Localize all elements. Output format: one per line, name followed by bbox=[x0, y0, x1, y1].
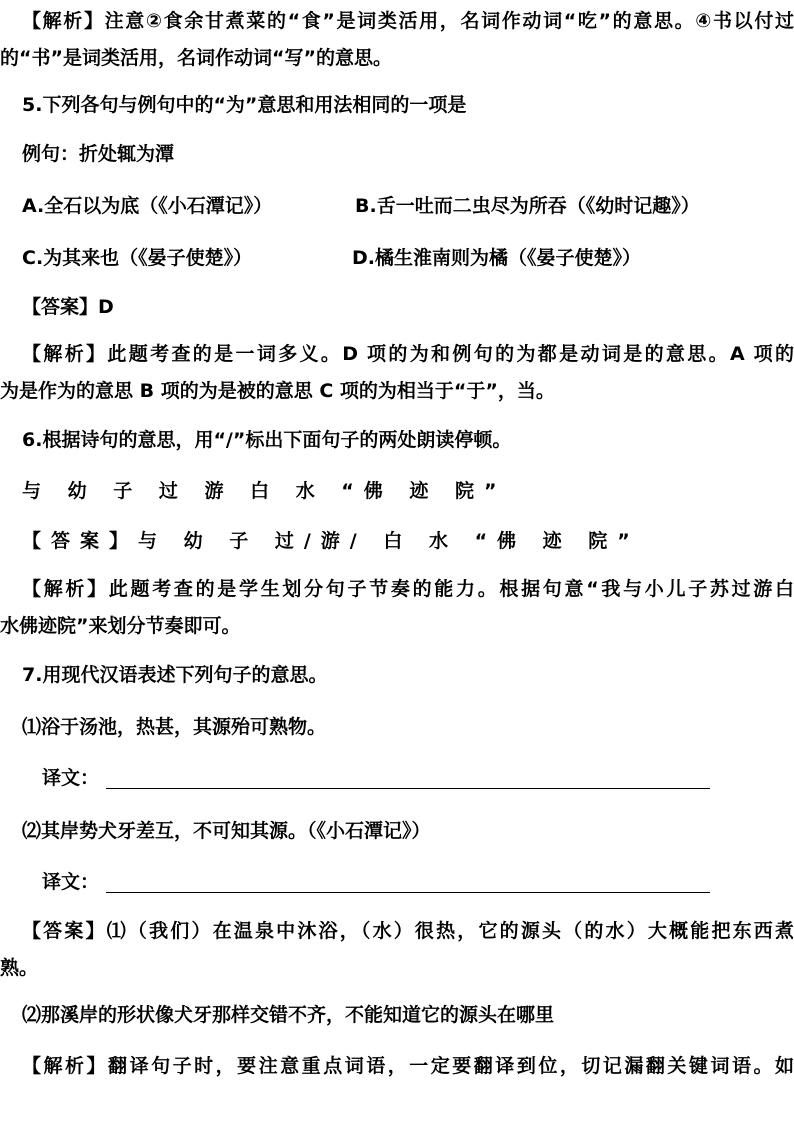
sentence-1: ⑴浴于汤池，热甚，其源殆可熟物。 bbox=[22, 716, 327, 738]
analysis-6-cont: 水佛迹院”来划分节奏即可。 bbox=[0, 615, 241, 637]
answer-7: 【答案】⑴（我们）在温泉中沐浴，（水）很热，它的源头（的水）大概能把东西煮 bbox=[22, 920, 794, 942]
question-5: 5.下列各句与例句中的“为”意思和用法相同的一项是 bbox=[22, 94, 467, 116]
analysis-7: 【解析】翻译句子时，要注意重点词语，一定要翻译到位，切记漏翻关键词语。如 bbox=[22, 1055, 794, 1077]
option-c: C.为其来也（《晏子使楚》） bbox=[22, 247, 253, 269]
answer-7-part2: ⑵那溪岸的形状像犬牙那样交错不齐，不能知道它的源头在哪里 bbox=[22, 1004, 555, 1026]
question-6: 6.根据诗句的意思，用“/”标出下面句子的两处朗读停顿。 bbox=[22, 429, 512, 451]
analysis-5-cont: 为是作为的意思 B 项的为是被的意思 C 项的为相当于“于”，当。 bbox=[0, 380, 555, 402]
sentence-2: ⑵其岸势犬牙差互，不可知其源。（《小石潭记》） bbox=[22, 820, 431, 842]
translation-1-label: 译文： bbox=[42, 767, 100, 789]
answer-7-cont: 熟。 bbox=[0, 957, 39, 979]
translation-1-blank[interactable] bbox=[106, 788, 710, 789]
answer-5: 【答案】D bbox=[22, 296, 114, 318]
poem-line: 与 幼 子 过 游 白 水 “佛 迹 院” bbox=[22, 480, 507, 502]
option-b: B.舌一吐而二虫尽为所吞（《幼时记趣》） bbox=[355, 195, 700, 217]
analysis-line-cont: 的“书”是词类活用，名词作动词“写”的意思。 bbox=[0, 47, 392, 69]
translation-2-blank[interactable] bbox=[106, 892, 710, 893]
example-sentence: 例句：折处辄为潭 bbox=[22, 143, 175, 165]
question-7: 7.用现代汉语表述下列句子的意思。 bbox=[22, 664, 328, 686]
answer-6: 【答案】与 幼 子 过/游/ 白 水 “佛 迹 院” bbox=[22, 530, 640, 552]
analysis-line: 【解析】注意②食余甘煮菜的“食”是词类活用，名词作动词“吃”的意思。④书以付过 bbox=[22, 10, 794, 32]
option-d: D.橘生淮南则为橘（《晏子使楚》） bbox=[352, 247, 641, 269]
analysis-6: 【解析】此题考查的是学生划分句子节奏的能力。根据句意“我与小儿子苏过游白 bbox=[22, 578, 794, 600]
translation-2-label: 译文： bbox=[42, 871, 100, 893]
analysis-5: 【解析】此题考查的是一词多义。D 项的为和例句的为都是动词是的意思。A 项的 bbox=[22, 343, 794, 365]
option-a: A.全石以为底（《小石潭记》） bbox=[22, 195, 273, 217]
